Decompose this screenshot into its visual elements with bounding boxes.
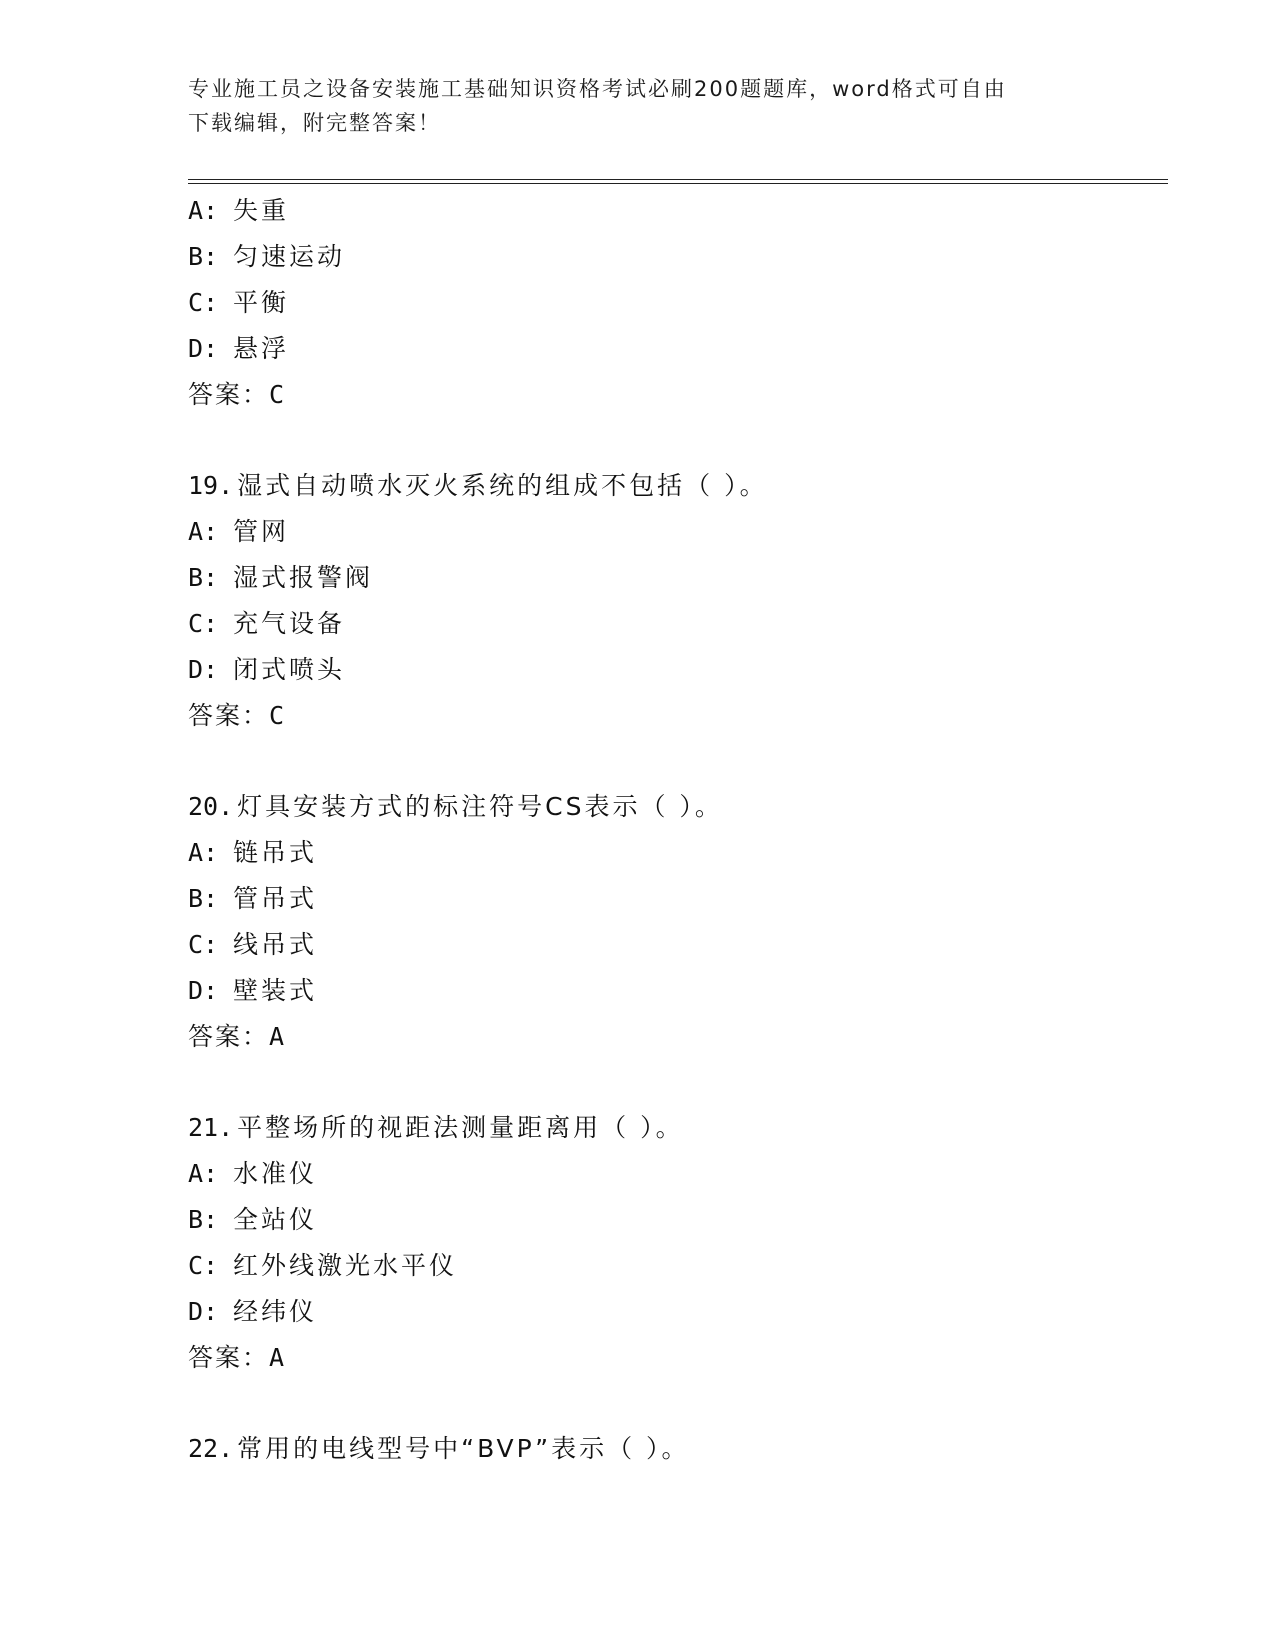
- answer-value: A: [269, 1022, 287, 1051]
- option-text: 匀速运动: [233, 242, 346, 271]
- answer-line: [188, 1335, 1148, 1381]
- answer-label: 答案：: [188, 1343, 270, 1372]
- option-d: [188, 326, 1148, 372]
- option-text: 失重: [233, 196, 290, 225]
- option-text: 水准仪: [233, 1159, 318, 1188]
- option-text: 链吊式: [233, 838, 318, 867]
- option-letter: C:: [188, 609, 219, 638]
- answer-line: [188, 1014, 1148, 1060]
- option-d: [188, 647, 1148, 693]
- question-18: [188, 188, 1148, 418]
- option-c: [188, 601, 1148, 647]
- option-a: [188, 830, 1148, 876]
- page-header: [188, 72, 1088, 140]
- option-a: [188, 1151, 1148, 1197]
- question-number: 21.: [188, 1113, 234, 1142]
- option-text: 充气设备: [233, 609, 346, 638]
- option-letter: B:: [188, 1205, 219, 1234]
- option-c: [188, 922, 1148, 968]
- option-d: [188, 968, 1148, 1014]
- option-c: [188, 1243, 1148, 1289]
- answer-line: [188, 372, 1148, 418]
- answer-value: C: [269, 380, 287, 409]
- option-d: [188, 1289, 1148, 1335]
- option-letter: B:: [188, 242, 219, 271]
- answer-value: C: [269, 701, 287, 730]
- option-text: 悬浮: [233, 334, 290, 363]
- question-stem: [188, 1105, 1148, 1151]
- question-stem: [188, 1426, 1148, 1472]
- option-letter: A:: [188, 1159, 219, 1188]
- question-number: 20.: [188, 792, 234, 821]
- option-text: 管网: [233, 517, 290, 546]
- option-letter: B:: [188, 884, 219, 913]
- option-letter: B:: [188, 563, 219, 592]
- option-text: 管吊式: [233, 884, 318, 913]
- option-text: 平衡: [233, 288, 290, 317]
- option-a: [188, 188, 1148, 234]
- question-text: 常用的电线型号中“BVP”表示（ ）。: [237, 1434, 690, 1463]
- option-letter: D:: [188, 334, 219, 363]
- option-a: [188, 509, 1148, 555]
- option-c: [188, 280, 1148, 326]
- question-list: [188, 188, 1148, 1472]
- question-number: 22.: [188, 1434, 234, 1463]
- question-22: [188, 1426, 1148, 1472]
- option-text: 线吊式: [233, 930, 318, 959]
- question-number: 19.: [188, 471, 234, 500]
- option-letter: C:: [188, 1251, 219, 1280]
- option-letter: A:: [188, 517, 219, 546]
- question-stem: [188, 784, 1148, 830]
- option-text: 红外线激光水平仪: [233, 1251, 458, 1280]
- option-letter: D:: [188, 1297, 219, 1326]
- question-20: [188, 784, 1148, 1060]
- option-b: [188, 234, 1148, 280]
- answer-label: 答案：: [188, 380, 270, 409]
- answer-value: A: [269, 1343, 287, 1372]
- option-letter: C:: [188, 930, 219, 959]
- answer-label: 答案：: [188, 701, 270, 730]
- question-19: [188, 463, 1148, 739]
- question-text: 平整场所的视距法测量距离用（ ）。: [237, 1113, 684, 1142]
- option-letter: A:: [188, 196, 219, 225]
- option-text: 全站仪: [233, 1205, 318, 1234]
- question-21: [188, 1105, 1148, 1381]
- question-text: 灯具安装方式的标注符号CS表示（ ）。: [237, 792, 723, 821]
- option-letter: C:: [188, 288, 219, 317]
- option-letter: A:: [188, 838, 219, 867]
- option-letter: D:: [188, 655, 219, 684]
- question-text: 湿式自动喷水灭火系统的组成不包括（ ）。: [237, 471, 768, 500]
- option-text: 经纬仪: [233, 1297, 318, 1326]
- option-b: [188, 555, 1148, 601]
- option-text: 壁装式: [233, 976, 318, 1005]
- option-text: 闭式喷头: [233, 655, 346, 684]
- header-title-line-2: 下载编辑，附完整答案！: [188, 111, 441, 135]
- question-stem: [188, 463, 1148, 509]
- header-title-line-1: 专业施工员之设备安装施工基础知识资格考试必刷200题题库，word格式可自由: [188, 77, 1007, 101]
- header-double-rule: [188, 179, 1168, 184]
- option-text: 湿式报警阀: [233, 563, 374, 592]
- option-b: [188, 876, 1148, 922]
- answer-line: [188, 693, 1148, 739]
- option-b: [188, 1197, 1148, 1243]
- answer-label: 答案：: [188, 1022, 270, 1051]
- option-letter: D:: [188, 976, 219, 1005]
